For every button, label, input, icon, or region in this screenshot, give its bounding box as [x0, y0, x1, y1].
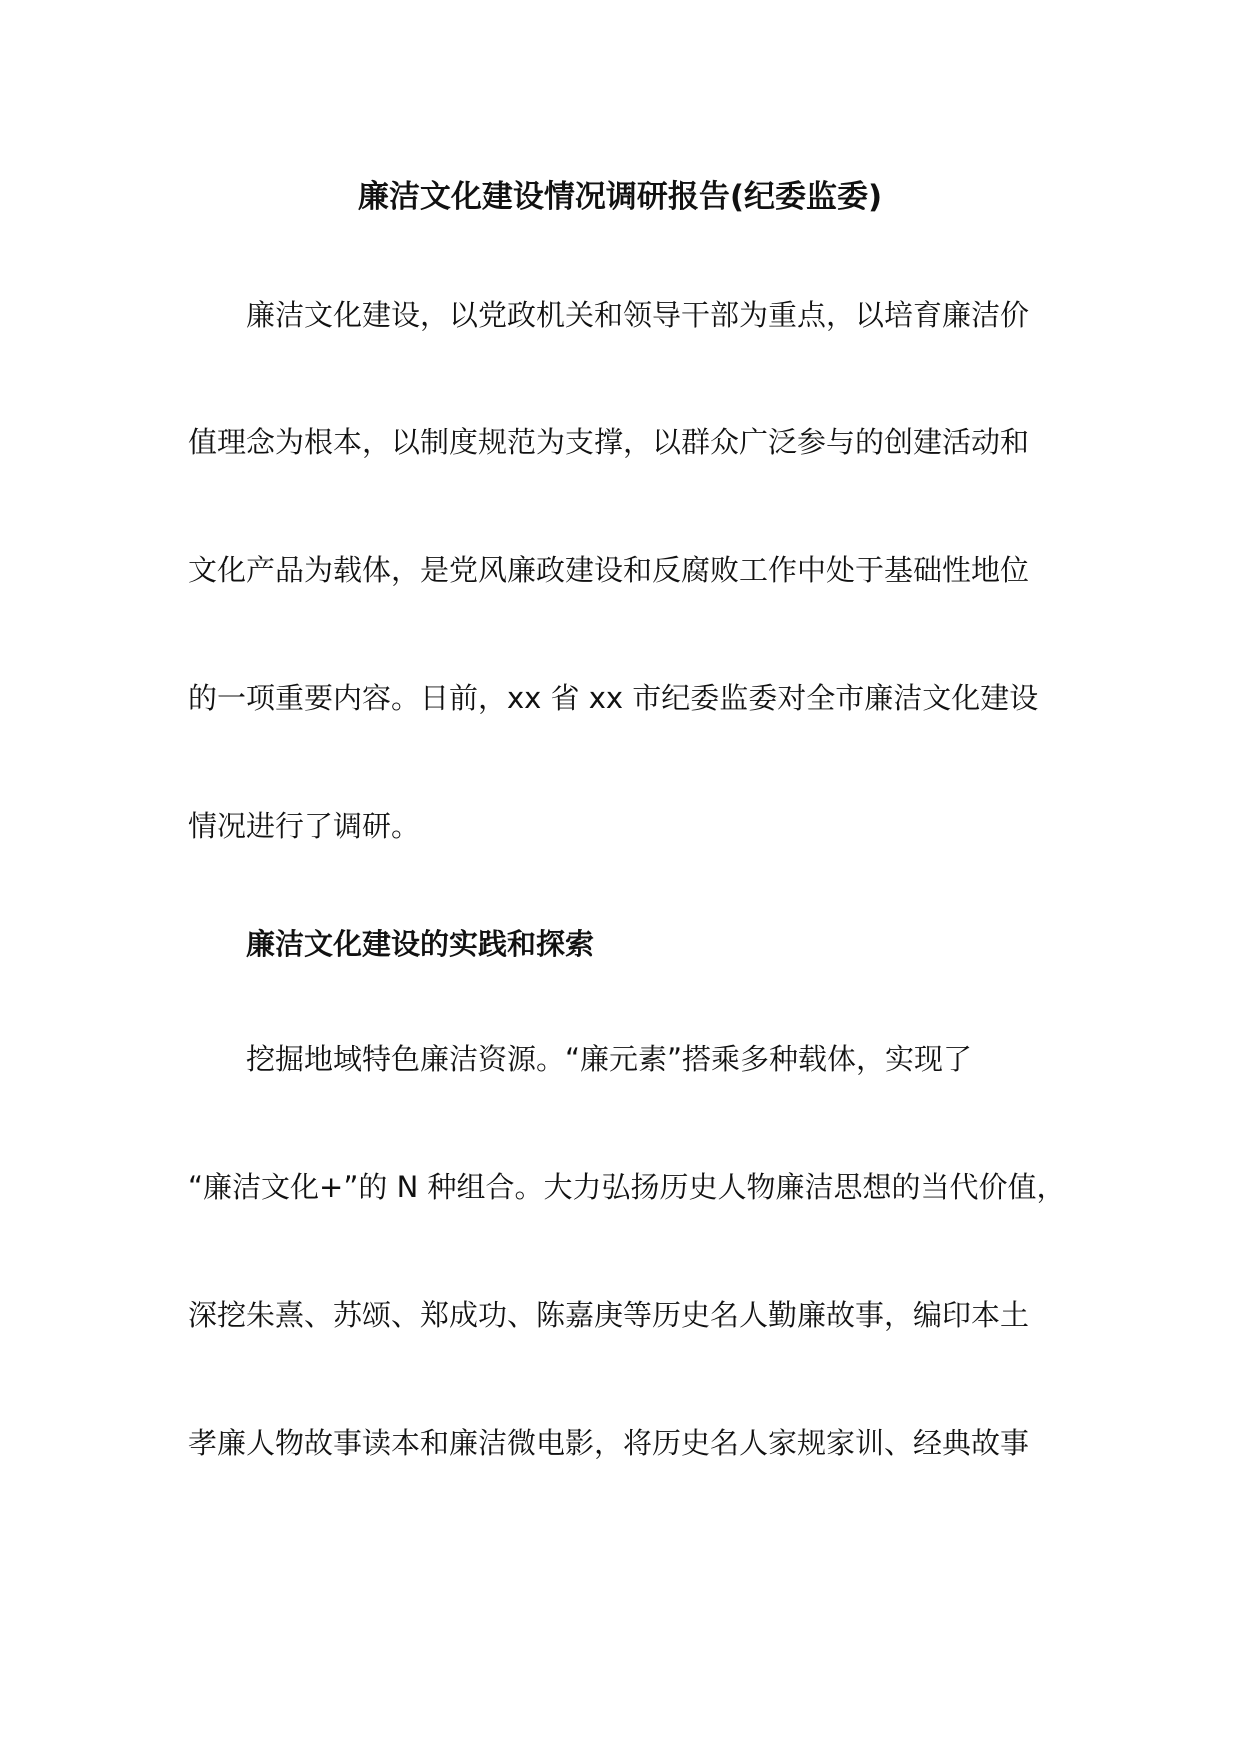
paragraph-2-line-4: 孝廉人物故事读本和廉洁微电影，将历史名人家规家训、经典故事 — [188, 1426, 1030, 1460]
document-title: 廉洁文化建设情况调研报告(纪委监委) — [357, 179, 883, 215]
paragraph-1-line-2: 值理念为根本，以制度规范为支撑，以群众广泛参与的创建活动和 — [188, 425, 1030, 459]
paragraph-1-line-4: 的一项重要内容。日前，xx 省 xx 市纪委监委对全市廉洁文化建设 — [188, 681, 1039, 715]
section-heading: 廉洁文化建设的实践和探索 — [246, 927, 595, 961]
paragraph-1-line-1: 廉洁文化建设，以党政机关和领导干部为重点，以培育廉洁价 — [246, 298, 1030, 332]
paragraph-1-line-3: 文化产品为载体，是党风廉政建设和反腐败工作中处于基础性地位 — [188, 553, 1030, 587]
paragraph-2-line-2: “廉洁文化+”的 N 种组合。大力弘扬历史人物廉洁思想的当代价值， — [188, 1170, 1066, 1204]
paragraph-2-line-3: 深挖朱熹、苏颂、郑成功、陈嘉庚等历史名人勤廉故事，编印本土 — [188, 1298, 1030, 1332]
paragraph-2-line-1: 挖掘地域特色廉洁资源。“廉元素”搭乘多种载体，实现了 — [246, 1042, 973, 1076]
paragraph-1-line-5: 情况进行了调研。 — [188, 809, 421, 843]
